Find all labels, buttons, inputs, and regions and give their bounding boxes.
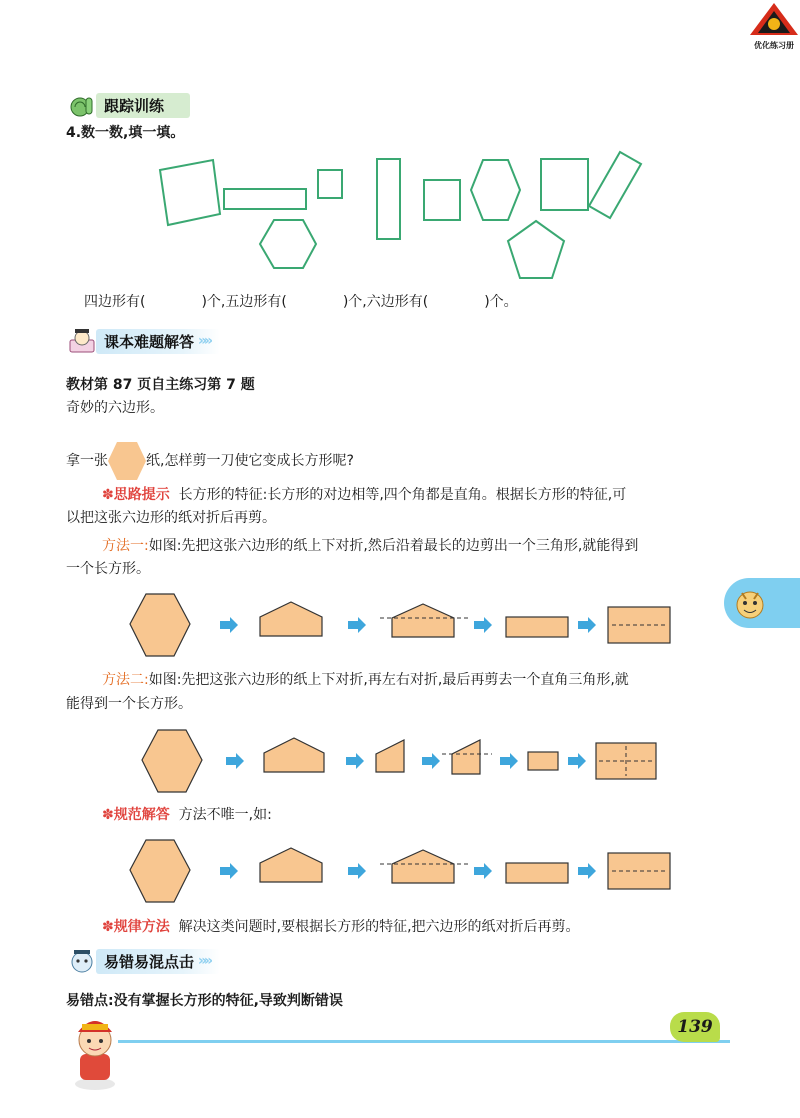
rule-label: 规律方法: [113, 919, 170, 935]
flow-folded-pentagon: [260, 848, 322, 882]
hexagon-shape-1: [260, 220, 316, 268]
method2-text-1: 如图:先把这张六边形的纸上下对折,再左右对折,最后再剪去一个直角三角形,就: [148, 672, 629, 688]
method2-label: 方法二:: [102, 672, 149, 688]
flow-small-rectangle: [506, 617, 568, 637]
arrow-icon: [422, 753, 440, 769]
mascot-face-icon: [730, 583, 770, 623]
hexagon-shape-2: [471, 160, 520, 220]
problem-source: 教材第 87 页自主练习第 7 题: [66, 377, 255, 393]
medium-square-shape: [424, 180, 460, 220]
flow-cut-quarter-shape: [452, 740, 480, 774]
hint-line-2: 以把这张六边形的纸对折后再剪。: [66, 510, 276, 526]
tilted-rectangle-shape: [589, 152, 641, 218]
arrow-icon: [226, 753, 244, 769]
pentagon-shape: [508, 221, 564, 278]
arrow-icon: [348, 863, 366, 879]
method2-line-2: 能得到一个长方形。: [66, 696, 192, 712]
method1-label: 方法一:: [102, 538, 149, 554]
arrow-icon: [474, 617, 492, 633]
question-suffix: 纸,怎样剪一刀使它变成长方形呢?: [146, 453, 354, 469]
arrow-icon: [568, 753, 586, 769]
answer-line: [102, 804, 272, 826]
exercise-fill-blanks: 四边形有( )个,五边形有( )个,六边形有( )个。: [84, 294, 518, 310]
section-header-tracking: [68, 92, 190, 118]
method1-line-2: 一个长方形。: [66, 561, 150, 577]
tall-rectangle-shape: [377, 159, 400, 239]
logo-text: 优化练习册: [754, 41, 794, 50]
hint-text-1: 长方形的特征:长方形的对边相等,四个角都是直角。根据长方形的特征,可: [178, 487, 627, 503]
brand-logo: [748, 2, 800, 50]
side-tab: [724, 578, 800, 628]
answer-text: 方法不唯一,如:: [178, 807, 272, 823]
method1-flow-diagram: [124, 590, 684, 662]
flower-icon: ✽: [102, 487, 114, 503]
section-title: 易错易混点击: [96, 949, 220, 974]
arrow-icon: [500, 753, 518, 769]
reading-mascot-icon: [68, 328, 96, 354]
flow-cut-shape: [392, 604, 454, 637]
footer-rule: [118, 1040, 730, 1043]
method1-line-1: [102, 535, 638, 557]
flow-folded-pentagon: [264, 738, 324, 772]
rule-text: 解决这类问题时,要根据长方形的特征,把六边形的纸对折后再剪。: [178, 919, 580, 935]
flower-icon: ✽: [102, 919, 114, 935]
arrow-icon: [474, 863, 492, 879]
inline-hexagon-icon: [107, 441, 147, 481]
chevrons-icon: »»: [198, 333, 211, 349]
arrow-icon: [578, 617, 596, 633]
flow-small-rectangle: [506, 863, 568, 883]
rule-line: [102, 916, 580, 938]
section-title: 跟踪训练: [96, 93, 190, 118]
section-header-mistakes: [68, 948, 210, 974]
mistake-point: 易错点:没有掌握长方形的特征,导致判断错误: [66, 993, 343, 1009]
arrow-icon: [578, 863, 596, 879]
method1-text-1: 如图:先把这张六边形的纸上下对折,然后沿着最长的边剪出一个三角形,就能得到: [148, 538, 639, 554]
problem-subtitle: 奇妙的六边形。: [66, 400, 164, 416]
arrow-icon: [346, 753, 364, 769]
question-prefix: 拿一张: [66, 453, 108, 469]
flow-cut-shape: [392, 850, 454, 883]
shapes-figure: [150, 148, 670, 288]
page-number-badge: [670, 1012, 720, 1042]
footer-mascot-icon: [58, 1010, 132, 1092]
chevrons-icon: »»: [198, 953, 211, 969]
hint-line-1: [102, 484, 626, 506]
method2-line-1: [102, 669, 629, 691]
small-square-shape: [318, 170, 342, 198]
flow-small-square: [528, 752, 558, 770]
exercise-prompt: 4.数一数,填一填。: [66, 125, 185, 141]
answer-label: 规范解答: [113, 807, 170, 823]
arrow-icon: [348, 617, 366, 633]
flow-hexagon: [130, 594, 190, 656]
answer-flow-diagram: [124, 836, 684, 908]
method2-flow-diagram: [136, 726, 660, 798]
arrow-icon: [220, 863, 238, 879]
tilted-square-shape: [160, 160, 220, 225]
flower-icon: ✽: [102, 807, 114, 823]
arrow-icon: [220, 617, 238, 633]
flow-quarter-shape: [376, 740, 404, 772]
flow-folded-pentagon: [260, 602, 322, 636]
flow-hexagon: [142, 730, 202, 792]
flow-hexagon: [130, 840, 190, 902]
square-shape-right: [541, 159, 588, 210]
problem-question: [66, 441, 354, 481]
page-number: 139: [677, 1017, 713, 1037]
long-rectangle-shape: [224, 189, 306, 209]
hint-label: 思路提示: [113, 487, 170, 503]
snail-mascot-icon: [68, 92, 96, 118]
flow-result-rectangle: [608, 853, 670, 889]
section-header-textbook: [68, 328, 210, 354]
thinking-mascot-icon: [68, 948, 96, 974]
logo-icon: [748, 2, 800, 36]
section-title: 课本难题解答: [96, 329, 220, 354]
flow-result-rectangle: [608, 607, 670, 643]
